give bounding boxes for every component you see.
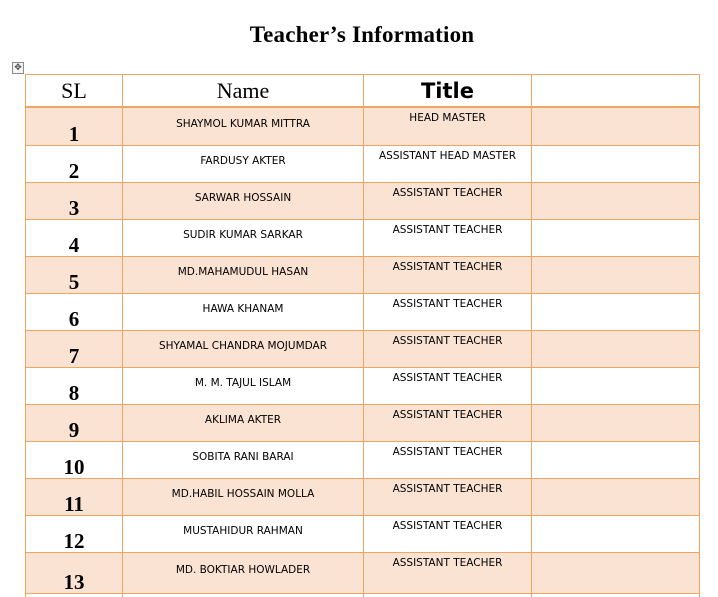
name-cell: SHYAMAL CHANDRA MOJUMDAR [123, 331, 364, 368]
table-row [26, 257, 700, 294]
name-cell: MD.MAHAMUDUL HASAN [123, 257, 364, 294]
name-cell: AKLIMA AKTER [123, 405, 364, 442]
serial-cell: 3 [26, 183, 123, 220]
table-cutoff-row [26, 594, 700, 597]
serial-cell: 9 [26, 405, 123, 442]
table-row [26, 220, 700, 257]
title-cell: ASSISTANT HEAD MASTER [364, 146, 532, 183]
empty-cell [532, 331, 700, 368]
title-cell: ASSISTANT TEACHER [364, 220, 532, 257]
table-move-handle-icon[interactable]: ✥ [12, 62, 24, 74]
header-name: Name [123, 75, 364, 108]
serial-cell: 13 [26, 553, 123, 594]
serial-cell: 8 [26, 368, 123, 405]
empty-cell [532, 220, 700, 257]
header-empty [532, 75, 700, 108]
name-cell: HAWA KHANAM [123, 294, 364, 331]
empty-cell [532, 107, 700, 146]
serial-cell: 7 [26, 331, 123, 368]
name-cell: SOBITA RANI BARAI [123, 442, 364, 479]
title-cell: ASSISTANT TEACHER [364, 294, 532, 331]
table-row [26, 405, 700, 442]
page-title: Teacher’s Information [0, 22, 718, 48]
name-cell: MD. BOKTIAR HOWLADER [123, 553, 364, 594]
empty-cell [532, 479, 700, 516]
serial-cell: 12 [26, 516, 123, 553]
header-title: Title [364, 75, 532, 108]
header-sl: SL [26, 75, 123, 108]
name-cell: M. M. TAJUL ISLAM [123, 368, 364, 405]
empty-cell [532, 146, 700, 183]
cutoff-cell [532, 594, 700, 597]
table-header-row [26, 75, 700, 108]
empty-cell [532, 294, 700, 331]
serial-cell: 5 [26, 257, 123, 294]
serial-cell: 4 [26, 220, 123, 257]
empty-cell [532, 553, 700, 594]
empty-cell [532, 183, 700, 220]
name-cell: MUSTAHIDUR RAHMAN [123, 516, 364, 553]
title-cell: ASSISTANT TEACHER [364, 553, 532, 594]
table-row [26, 331, 700, 368]
name-cell: SHAYMOL KUMAR MITTRA [123, 107, 364, 146]
name-cell: SARWAR HOSSAIN [123, 183, 364, 220]
table-row [26, 107, 700, 146]
name-cell: MD.HABIL HOSSAIN MOLLA [123, 479, 364, 516]
title-cell: ASSISTANT TEACHER [364, 257, 532, 294]
table-row [26, 479, 700, 516]
serial-cell: 2 [26, 146, 123, 183]
serial-cell: 10 [26, 442, 123, 479]
table-row [26, 294, 700, 331]
table-row [26, 146, 700, 183]
table-row [26, 553, 700, 594]
empty-cell [532, 257, 700, 294]
serial-cell: 11 [26, 479, 123, 516]
title-cell: ASSISTANT TEACHER [364, 479, 532, 516]
name-cell: SUDIR KUMAR SARKAR [123, 220, 364, 257]
empty-cell [532, 442, 700, 479]
empty-cell [532, 405, 700, 442]
table-row [26, 368, 700, 405]
cutoff-cell [364, 594, 532, 597]
title-cell: ASSISTANT TEACHER [364, 331, 532, 368]
title-cell: ASSISTANT TEACHER [364, 368, 532, 405]
cutoff-cell [123, 594, 364, 597]
title-cell: ASSISTANT TEACHER [364, 516, 532, 553]
table-row [26, 183, 700, 220]
table-row [26, 442, 700, 479]
title-cell: ASSISTANT TEACHER [364, 442, 532, 479]
title-cell: ASSISTANT TEACHER [364, 183, 532, 220]
serial-cell: 6 [26, 294, 123, 331]
empty-cell [532, 516, 700, 553]
title-cell: ASSISTANT TEACHER [364, 405, 532, 442]
serial-cell: 1 [26, 107, 123, 146]
name-cell: FARDUSY AKTER [123, 146, 364, 183]
cutoff-cell [26, 594, 123, 597]
title-cell: HEAD MASTER [364, 107, 532, 146]
table-row [26, 516, 700, 553]
empty-cell [532, 368, 700, 405]
